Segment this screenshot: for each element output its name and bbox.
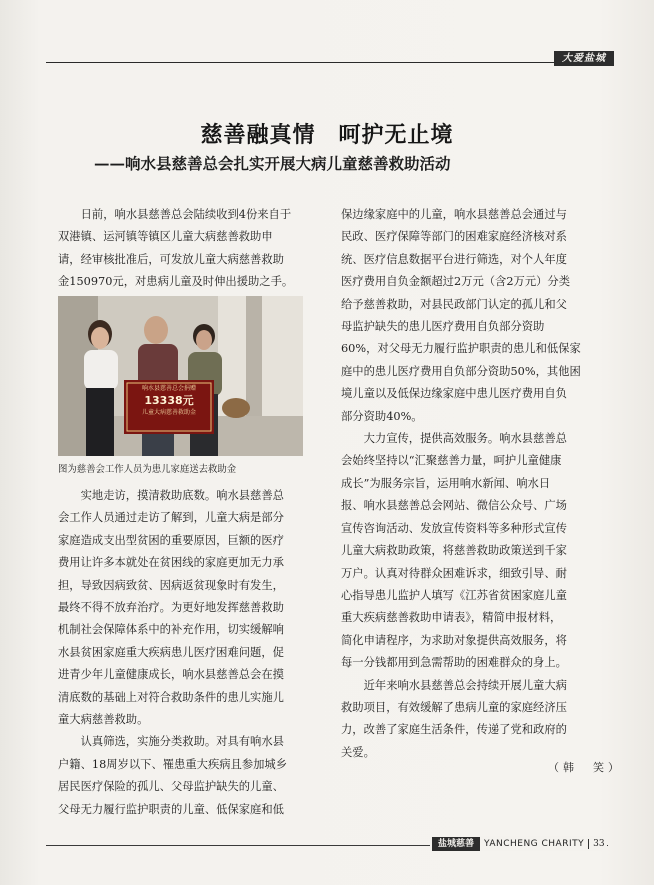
paragraph-line: 金150970元，对患病儿童及时伸出援助之手。 xyxy=(58,275,294,289)
paragraph-line: 双港镇、运河镇等镇区儿童大病慈善救助申 xyxy=(58,230,273,244)
paragraph-line: 关爱。 xyxy=(341,745,375,759)
paragraph-line: 大力宣传，提供高效服务。响水县慈善总 xyxy=(341,432,567,446)
paragraph-line: 会始终坚持以“汇聚慈善力量，呵护儿童健康 xyxy=(341,454,562,468)
paragraph-line: 会工作人员通过走访了解到，儿童大病是部分 xyxy=(58,511,284,525)
donation-photo xyxy=(58,296,303,456)
paragraph-line: 费用让许多本就处在贫困线的家庭更加无力承 xyxy=(58,556,284,570)
paragraph-line: 保边缘家庭中的儿童，响水县慈善总会通过与 xyxy=(341,208,567,221)
paragraph-line: 报、响水县慈善总会网站、微信公众号、广场 xyxy=(341,499,567,513)
paragraph-line: 童大病慈善救助。 xyxy=(58,713,149,727)
paragraph-line: 宣传咨询活动、发放宣传资料等多种形式宣传 xyxy=(341,521,567,535)
paragraph-line: 实地走访，摸清救助底数。响水县慈善总 xyxy=(58,489,284,502)
paragraph-line: 近年来响水县慈善总会持续开展儿童大病 xyxy=(341,678,567,692)
paragraph-line: 居民医疗保险的孤儿、父母监护缺失的儿童、 xyxy=(58,780,284,794)
board-amount: 13338元 xyxy=(144,394,194,407)
paragraph-line: 统、医疗信息数据平台进行筛选，对个人年度 xyxy=(341,252,567,266)
paragraph-line: 境儿童以及低保边缘家庭中患儿医疗费用自负 xyxy=(341,387,567,401)
article-title: 慈善融真情 呵护无止境 xyxy=(200,122,454,148)
paragraph-line: 请，经审核批准后，可发放儿童大病慈善救助 xyxy=(58,252,284,266)
left-column-top xyxy=(58,204,326,294)
paragraph-line: 儿童大病救助政策，将慈善救助政策送到千家 xyxy=(341,544,567,558)
page-number: 33 xyxy=(588,839,604,849)
paragraph-line: 重大疾病慈善救助申请表》，精简申报材料， xyxy=(341,611,562,625)
right-column xyxy=(341,204,609,764)
paragraph-line: 救助项目，有效缓解了患病儿童的家庭经济压 xyxy=(341,700,567,714)
paragraph-line: 部分资助40%。 xyxy=(341,409,423,423)
paragraph-line: 认真筛选，实施分类救助。对具有响水县 xyxy=(58,735,284,749)
paragraph-line: 户籍、18周岁以下、罹患重大疾病且参加城乡 xyxy=(58,757,288,771)
paragraph-line: 成长”为服务宗旨，运用响水新闻、响水日 xyxy=(341,476,551,490)
paragraph-line: 家庭造成支出型贫困的重要原因，巨额的医疗 xyxy=(58,533,284,547)
paragraph-line: 力，改善了家庭生活条件，传递了党和政府的 xyxy=(341,723,567,737)
board-line-1: 响水县慈善总会捐赠 xyxy=(141,385,196,392)
paragraph-line: 心指导患儿监护人填写《江苏省贫困家庭儿童 xyxy=(341,588,567,602)
paragraph-line: 清底数的基础上对符合救助条件的患儿实施儿 xyxy=(58,690,284,704)
author-signature: （韩 笑） xyxy=(548,761,623,774)
paragraph-line: 进青少年儿童健康成长，响水县慈善总会在摸 xyxy=(58,668,284,682)
paragraph-line: 医疗费用自负金额超过2万元（含2万元）分类 xyxy=(341,275,571,289)
paragraph-line: 机制社会保障体系中的补充作用，切实缓解响 xyxy=(58,623,284,637)
photo-illustration xyxy=(58,296,303,456)
section-tag: 大爱盐城 xyxy=(554,51,614,66)
board-line-3: 儿童大病慈善救助金 xyxy=(141,409,196,416)
magazine-english-name: YANCHENG CHARITY xyxy=(484,838,585,849)
paragraph-line: 水县贫困家庭重大疾病患儿医疗困难问题，促 xyxy=(58,645,284,659)
page-footer xyxy=(430,836,607,851)
paragraph-line: 简化申请程序，为求助对象提供高效服务，将 xyxy=(341,633,567,647)
paragraph-line: 父母无力履行监护职责的儿童、低保家庭和低 xyxy=(58,802,284,816)
paragraph-line: 庭中的患儿医疗费用自负部分资助50%，其他困 xyxy=(341,364,581,378)
paragraph-line: 民政、医疗保障等部门的困难家庭经济核对系 xyxy=(341,230,567,244)
paragraph-line: 60%，对父母无力履行监护职责的患儿和低保家 xyxy=(341,342,581,356)
header-rule xyxy=(46,62,608,63)
paragraph-line: 母监护缺失的患儿医疗费用自负部分资助 xyxy=(341,320,545,334)
paragraph-line: 万户。认真对待群众困难诉求，细致引导、耐 xyxy=(341,566,567,580)
paragraph-line: 给予慈善救助，对县民政部门认定的孤儿和父 xyxy=(341,297,567,311)
magazine-name: 盐城慈善 xyxy=(432,837,480,851)
paragraph-line: 日前，响水县慈善总会陆续收到4份来自于 xyxy=(58,208,292,221)
paragraph-line: 担，导致因病致贫、因病返贫现象时有发生， xyxy=(58,578,284,592)
paragraph-line: 最终不得不放弃治疗。为更好地发挥慈善救助 xyxy=(58,601,284,615)
article-subtitle: ——响水县慈善总会扎实开展大病儿童慈善救助活动 xyxy=(94,154,451,173)
left-column-bottom xyxy=(58,485,326,821)
paragraph-line: 每一分钱都用到急需帮助的困难群众的身上。 xyxy=(341,656,567,670)
photo-caption: 图为慈善会工作人员为患儿家庭送去救助金 xyxy=(58,464,237,475)
